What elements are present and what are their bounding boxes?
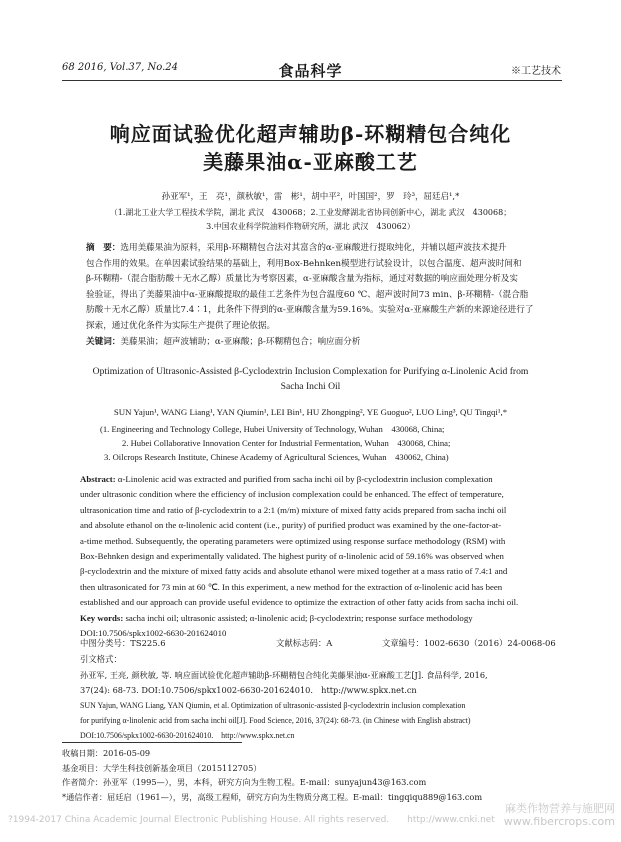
abstract-en-line: Box-Behnken design and experimentally validated. The highest purity of α-linolenic acid of 59.16% was observed when bbox=[80, 551, 504, 562]
citation-label: 引文格式： bbox=[80, 654, 122, 664]
title-en-line2: Sacha Inchi Oil bbox=[280, 381, 341, 392]
keywords-en-label: Key words: bbox=[80, 612, 124, 623]
title-cn-line2: 美藤果油α-亚麻酸工艺 bbox=[203, 150, 418, 174]
article-number: 文章编号：1002-6630（2016）24-0068-06 bbox=[382, 638, 556, 648]
site-watermark-cn: 麻类作物营养与施肥网 bbox=[505, 802, 615, 815]
citation-cn-line: 孙亚军, 王亮, 颜秋敏, 等. 响应面试验优化超声辅助β-环糊精包合纯化美藤果油α-亚麻酸工艺[J]. 食品科学, 2016, bbox=[80, 670, 488, 680]
site-watermark-url: www.fibercrops.com bbox=[503, 815, 615, 828]
keywords-cn: 关键词：美藤果油；超声波辅助；α-亚麻酸；β-环糊精包合；响应面分析 bbox=[86, 336, 361, 347]
keywords-cn-label: 关键词： bbox=[86, 336, 121, 347]
author-bio: 作者简介：孙亚军（1995—），男，本科，研究方向为生物工程。E-mail：sunyajun43@163.com bbox=[62, 777, 427, 788]
citation-en-line: DOI:10.7506/spkx1002-6630-201624010. http://www.spkx.net.cn bbox=[80, 731, 295, 740]
abstract-cn-line: 肪酸＋无水乙醇）质量比7.4∶1，此条件下得到的α-亚麻酸含量为59.16%。实验对α-亚麻酸生产新的来源途径进行了 bbox=[86, 305, 534, 316]
affiliation-en-line: (1. Engineering and Technology College, Hubei University of Technology, Wuhan 430068, China; bbox=[100, 424, 445, 434]
clc-number: 中图分类号：TS225.6 bbox=[80, 638, 166, 648]
abstract-en-line: a-time method. Subsequently, the operating parameters were optimized using response surface methodology (RSM) with bbox=[80, 535, 506, 546]
abstract-en-line: and absolute ethanol on the α-linolenic acid content (i.e., purity) of purified product was examined by the one-factor-at- bbox=[80, 520, 502, 531]
affiliations-cn-line2: 3.中国农业科学院油料作物研究所，湖北 武汉 430062） bbox=[206, 222, 415, 231]
journal-name: 食品科学 bbox=[278, 62, 343, 80]
authors-en: SUN Yajun¹, WANG Liang¹, YAN Qiumin¹, LEI Bin¹, HU Zhongping², YE Guoguo², LUO Ling³, QU Tingqi¹,* bbox=[113, 407, 508, 417]
document-code: 文献标志码：A bbox=[276, 638, 333, 648]
title-cn-line1: 响应面试验优化超声辅助β-环糊精包合纯化 bbox=[109, 122, 512, 146]
citation-en-line: SUN Yajun, WANG Liang, YAN Qiumin, et al. Optimization of ultrasonic-assisted β-cyclodextrin inclusion complexation bbox=[80, 701, 466, 710]
corresponding-author: *通信作者：屈廷启（1961—），男，高级工程师，研究方向为生物质分离工程。E-mail：tingqiqu889@163.com bbox=[62, 791, 483, 802]
running-header-volume: 68 2016, Vol.37, No.24 bbox=[62, 62, 178, 73]
citation-en-line: for purifying α-linolenic acid from sacha inchi oil[J]. Food Science, 2016, 37(24): 68-73. (in Chinese with English abstract) bbox=[80, 716, 471, 725]
abstract-cn bbox=[86, 241, 546, 350]
abstract-en bbox=[80, 472, 548, 641]
abstract-en-line: established and our approach can provide useful evidence to optimize the extraction of other fatty acids from sacha inchi oil. bbox=[80, 597, 519, 608]
footnote-rule bbox=[62, 742, 242, 743]
abstract-cn-line: 验验证，得出了美藤果油中α-亚麻酸提取的最佳工艺条件为包合温度60 ℃、超声波时间73 min、β-环糊精-（混合脂 bbox=[86, 289, 529, 300]
abstract-cn-label: 摘 要： bbox=[86, 243, 121, 253]
affiliation-en-line: 2. Hubei Collaborative Innovation Center for Industrial Fermentation, Wuhan 430068, China; bbox=[122, 438, 451, 448]
doi: DOI:10.7506/spkx1002-6630-201624010 bbox=[80, 628, 227, 639]
title-en-line1: Optimization of Ultrasonic-Assisted β-Cyclodextrin Inclusion Complexation for Purifying α-Linolenic Acid from bbox=[92, 366, 529, 377]
abstract-cn-line: 探索，通过优化条件为实际生产提供了理论依据。 bbox=[86, 320, 276, 331]
footnotes bbox=[62, 746, 562, 804]
abstract-en-line: under ultrasonic condition where the efficiency of inclusion complexation could be enhanced. The effect of temperature, bbox=[80, 489, 504, 500]
affiliations-en bbox=[100, 422, 560, 464]
abstract-cn-line: β-环糊精-（混合脂肪酸＋无水乙醇）质量比为考察因素，α-亚麻酸含量为指标，通过对数据的响应面处理分析及实 bbox=[86, 274, 518, 285]
citation-block bbox=[80, 668, 550, 743]
abstract-en-line: Abstract: α-Linolenic acid was extracted and purified from sacha inchi oil by β-cyclodextrin inclusion complexation bbox=[80, 474, 493, 484]
received-date: 收稿日期：2016-05-09 bbox=[62, 748, 151, 758]
affiliations-cn-line1: （1.湖北工业大学工程技术学院，湖北 武汉 430068；2.工业发酵湖北省协同创新中心，湖北 武汉 430068； bbox=[109, 208, 512, 217]
citation-cn-line: 37(24): 68-73. DOI:10.7506/spkx1002-6630-201624010. http://www.spkx.net.cn bbox=[80, 685, 417, 695]
fund-info: 基金项目：大学生科技创新基金项目（2015112705） bbox=[62, 762, 262, 773]
header-rule bbox=[62, 80, 562, 81]
affiliation-en-line: 3. Oilcrops Research Institute, Chinese Academy of Agricultural Sciences, Wuhan 430062, China) bbox=[104, 452, 449, 462]
cnki-watermark: ?1994-2017 China Academic Journal Electronic Publishing House. All rights reserved. http://www.cnki.net bbox=[8, 815, 495, 825]
keywords-en: Key words: sacha inchi oil; ultrasonic assisted; α-linolenic acid; β-cyclodextrin; response surface methodology bbox=[80, 612, 473, 623]
abstract-en-line: then ultrasonicated for 73 min at 60 ℃. In this experiment, a new method for the extraction of α-linolenic acid has been bbox=[80, 581, 503, 592]
section-label: ※工艺技术 bbox=[511, 66, 561, 77]
abstract-cn-line: 摘 要：选用美藤果油为原料，采用β-环糊精包合法对其富含的α-亚麻酸进行提取纯化，并辅以超声波技术提升 bbox=[86, 243, 507, 253]
site-watermark bbox=[504, 802, 615, 828]
abstract-en-label: Abstract: bbox=[80, 474, 116, 484]
abstract-en-line: β-cyclodextrin and the mixture of mixed fatty acids and absolute ethanol were mixed together at a mass ratio of 7.4:1 and bbox=[80, 566, 508, 577]
abstract-en-line: ultrasonication time and ratio of β-cyclodextrin to a 2:1 (m/m) mixture of mixed fatty acids prepared from sacha inchi oil bbox=[80, 504, 507, 515]
authors-cn: 孙亚军¹，王 亮¹，颜秋敏¹，雷 彬¹，胡中平²，叶国国²，罗 玲³，屈廷启¹,* bbox=[161, 192, 460, 202]
abstract-cn-line: 包合作用的效果。在单因素试验结果的基础上，利用Box-Behnken模型进行试验设计，以包合温度、超声波时间和 bbox=[86, 258, 522, 269]
